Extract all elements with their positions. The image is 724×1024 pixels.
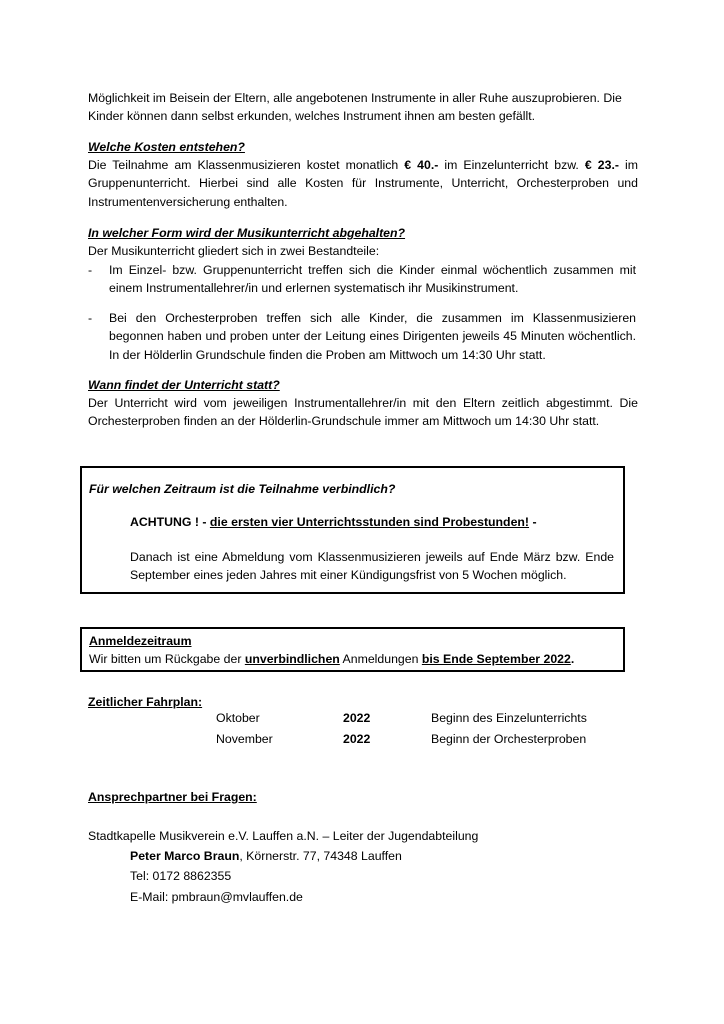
registration-heading: [89, 632, 619, 650]
contact-name: Peter Marco Braun: [130, 849, 240, 863]
unbinding-word: unverbindlichen: [244, 652, 340, 666]
registration-deadline: bis Ende September 2022: [421, 652, 571, 666]
costs-paragraph: [88, 156, 638, 211]
contact-org: Stadtkapelle Musikverein e.V. Lauffen a.N. – Leiter der Jugendabteilung: [88, 829, 479, 843]
intro-line-2: Kinder können dann selbst erkunden, welches Instrument ihnen am besten gefällt.: [88, 109, 536, 124]
registration-text-c: .: [570, 652, 575, 666]
contact-address: , Körnerstr. 77, 74348 Lauffen: [239, 849, 402, 863]
attention-line: [130, 513, 610, 531]
registration-text-a: Wir bitten um Rückgabe der: [89, 652, 245, 666]
form-intro: Der Musikunterricht gliedert sich in zwei Bestandteile:: [88, 244, 380, 258]
costs-heading: Welche Kosten entstehen?: [88, 140, 245, 154]
bullet-dash: -: [88, 263, 93, 277]
schedule-year: 2022: [343, 732, 371, 746]
binding-body: Danach ist eine Abmeldung vom Klassenmusizieren jeweils auf Ende März bzw. Ende September eines jeden Jahres mit einer Kündigungsfrist von 5 Wochen möglich.: [130, 550, 614, 583]
when-heading: Wann findet der Unterricht statt?: [88, 378, 280, 392]
registration-text-b: Anmeldungen: [339, 652, 422, 666]
bullet-text: Bei den Orchesterproben treffen sich alle Kinder, die zusammen im Klassenmusizieren begonnen haben und proben unter der Leitung eines Dirigenten jeweils 45 Minuten wöchentlich. In der Hölderlin Grundschule finden die Proben am Mittwoch um 14:30 Uhr statt.: [109, 311, 636, 362]
registration-box: [80, 627, 625, 672]
binding-heading: Für welchen Zeitraum ist die Teilnahme verbindlich?: [89, 482, 396, 496]
bullet-text: Im Einzel- bzw. Gruppenunterricht treffen sich die Kinder einmal wöchentlich zusammen mit einem Instrumentallehrer/in und erlernen systematisch ihr Musikinstrument.: [109, 263, 636, 296]
contact-phone: Tel: 0172 8862355: [130, 869, 232, 883]
costs-text-a: Die Teilnahme am Klassenmusizieren kostet monatlich: [88, 158, 405, 172]
contact-email: E-Mail: pmbraun@mvlauffen.de: [130, 890, 303, 904]
binding-period-box: [80, 466, 625, 594]
when-paragraph: Der Unterricht wird vom jeweiligen Instrumentallehrer/in mit den Eltern zeitlich abgestimmt. Die Orchesterproben finden an der Hölderlin-Grundschule immer am Mittwoch um 14:30 Uhr statt.: [88, 396, 638, 429]
schedule-month: November: [216, 732, 273, 746]
attention-end: -: [529, 515, 537, 529]
form-heading: In welcher Form wird der Musikunterricht abgehalten?: [88, 226, 406, 240]
contact-title: Ansprechpartner bei Fragen:: [88, 790, 257, 804]
attention-text: die ersten vier Unterrichtsstunden sind Probestunden!: [209, 515, 530, 529]
registration-title: Anmeldezeitraum: [89, 634, 192, 648]
intro-paragraph: [88, 89, 638, 126]
price-group: € 23.-: [584, 158, 619, 172]
schedule-title: Zeitlicher Fahrplan:: [88, 695, 203, 709]
costs-text-c: im Gruppenunterricht. Hierbei sind alle Kosten für Instrumente, Unterricht, Orchesterproben und Instrumentenversicherung enthalten.: [88, 158, 638, 209]
schedule-event: Beginn des Einzelunterrichts: [431, 711, 587, 725]
registration-text: [89, 650, 619, 668]
contact-name-line: [130, 847, 630, 865]
schedule-event: Beginn der Orchesterproben: [431, 732, 587, 746]
intro-line-1: Möglichkeit im Beisein der Eltern, alle angebotenen Instrumente in aller Ruhe auszuprobieren. Die: [88, 91, 622, 105]
schedule-month: Oktober: [216, 711, 260, 725]
bullet-dash: -: [88, 311, 93, 325]
price-single: € 40.-: [404, 158, 439, 172]
costs-text-b: im Einzelunterricht bzw.: [438, 158, 585, 172]
schedule-year: 2022: [343, 711, 371, 725]
contact-heading: [88, 788, 638, 806]
attention-label: ACHTUNG ! -: [130, 515, 210, 529]
